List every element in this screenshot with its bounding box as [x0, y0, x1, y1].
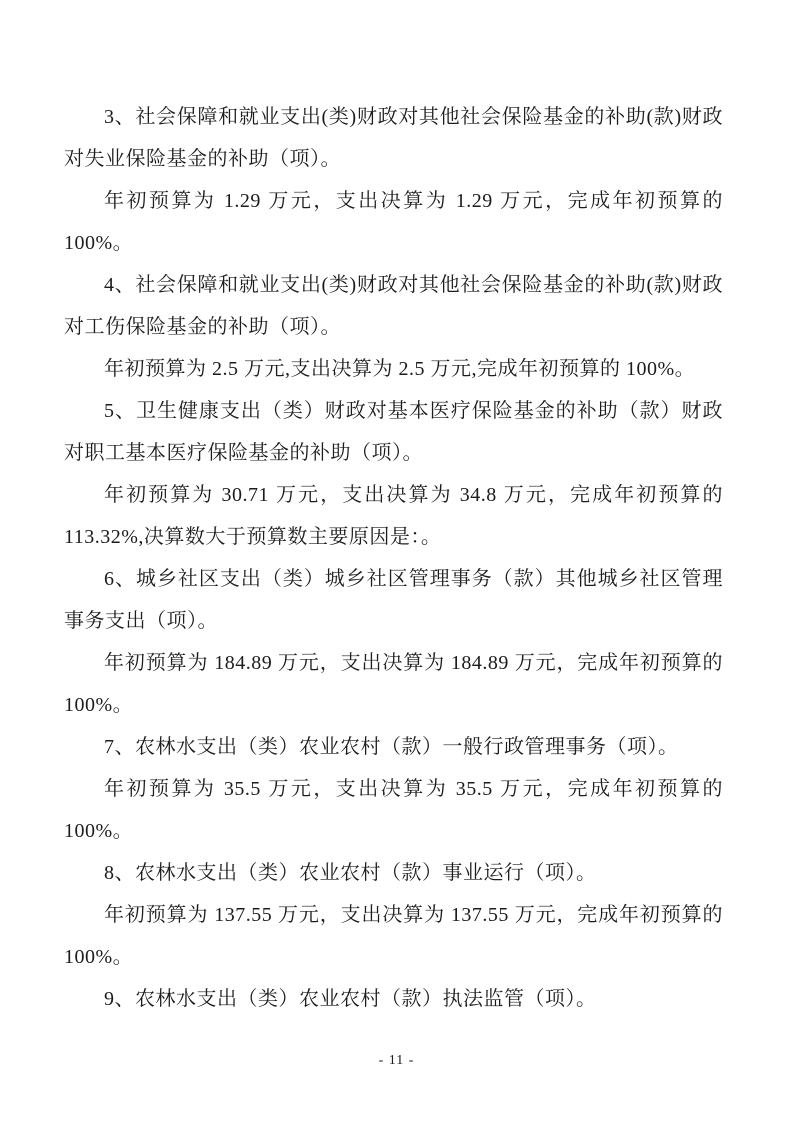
paragraph: 3、社会保障和就业支出(类)财政对其他社会保险基金的补助(款)财政对失业保险基金的补助（项）。 [64, 106, 723, 170]
paragraph: 年初预算为 2.5 万元,支出决算为 2.5 万元,完成年初预算的 100%。 [104, 358, 696, 380]
paragraph: 6、城乡社区支出（类）城乡社区管理事务（款）其他城乡社区管理事务支出（项）。 [64, 568, 723, 632]
paragraph: 年初预算为 137.55 万元，支出决算为 137.55 万元，完成年初预算的 100%。 [64, 904, 723, 968]
paragraph: 5、卫生健康支出（类）财政对基本医疗保险基金的补助（款）财政对职工基本医疗保险基金的补助（项）。 [64, 400, 723, 464]
document-content [64, 96, 723, 1020]
paragraph: 4、社会保障和就业支出(类)财政对其他社会保险基金的补助(款)财政对工伤保险基金的补助（项）。 [64, 274, 723, 338]
page-number: - 11 - [378, 1053, 415, 1068]
paragraph: 年初预算为 35.5 万元，支出决算为 35.5 万元，完成年初预算的 100%。 [64, 778, 723, 842]
paragraph: 8、农林水支出（类）农业农村（款）事业运行（项）。 [104, 862, 597, 884]
paragraph: 年初预算为 184.89 万元，支出决算为 184.89 万元，完成年初预算的 100%。 [64, 652, 723, 716]
paragraph: 7、农林水支出（类）农业农村（款）一般行政管理事务（项）。 [104, 736, 679, 758]
paragraph: 年初预算为 1.29 万元，支出决算为 1.29 万元，完成年初预算的 100%。 [64, 190, 723, 254]
paragraph: 9、农林水支出（类）农业农村（款）执法监管（项）。 [104, 988, 597, 1010]
paragraph: 年初预算为 30.71 万元，支出决算为 34.8 万元，完成年初预算的 113.32%,决算数大于预算数主要原因是：。 [64, 484, 723, 548]
